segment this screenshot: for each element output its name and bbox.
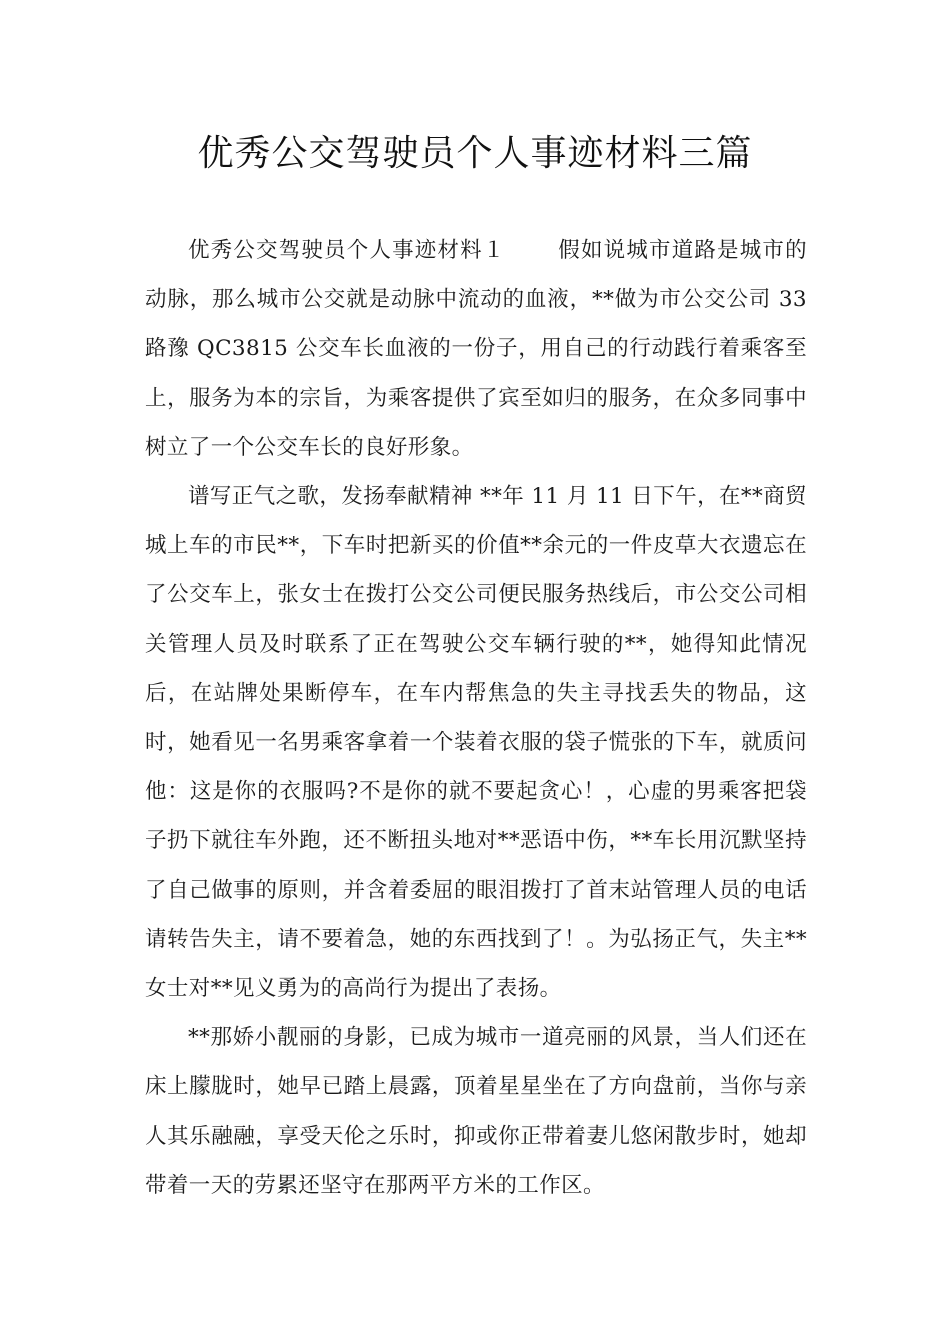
paragraph-3: **那娇小靓丽的身影，已成为城市一道亮丽的风景，当人们还在床上朦胧时，她早已踏上晨露，顶着星星坐在了方向盘前，当你与亲人其乐融融，享受天伦之乐时，抑或你正带着妻儿悠闲散步时，她却带着一天的劳累还坚守在那两平方米的工作区。 xyxy=(145,1025,807,1198)
document-title: 优秀公交驾驶员个人事迹材料三篇 xyxy=(197,133,753,174)
section-heading: 优秀公交驾驶员个人事迹材料１ xyxy=(188,238,506,263)
document-body xyxy=(145,226,807,1210)
paragraph-1-text: 假如说城市道路是城市的动脉，那么城市公交就是动脉中流动的血液，**做为市公交公司 33 路豫 QC3815 公交车长血液的一份子，用自己的行动践行着乘客至上，服务为本的宗旨，为乘客提供了宾至如归的服务，在众多同事中树立了一个公交车长的良好形象。 xyxy=(145,238,807,460)
paragraph-2: 谱写正气之歌，发扬奉献精神 **年 11 月 11 日下午，在**商贸城上车的市民**，下车时把新买的价值**余元的一件皮草大衣遗忘在了公交车上，张女士在拨打公交公司便民服务热线后，市公交公司相关管理人员及时联系了正在驾驶公交车辆行驶的**，她得知此情况后，在站牌处果断停车，在车内帮焦急的失主寻找丢失的物品，这时，她看见一名男乘客拿着一个装着衣服的袋子慌张的下车，就质问他：这是你的衣服吗?不是你的就不要起贪心！，心虚的男乘客把袋子扔下就往车外跑，还不断扭头地对**恶语中伤，**车长用沉默坚持了自己做事的原则，并含着委屈的眼泪拨打了首末站管理人员的电话请转告失主，请不要着急，她的东西找到了！。为弘扬正气，失主**女士对**见义勇为的高尚行为提出了表扬。 xyxy=(145,484,807,1002)
paragraph-1 xyxy=(145,226,807,472)
